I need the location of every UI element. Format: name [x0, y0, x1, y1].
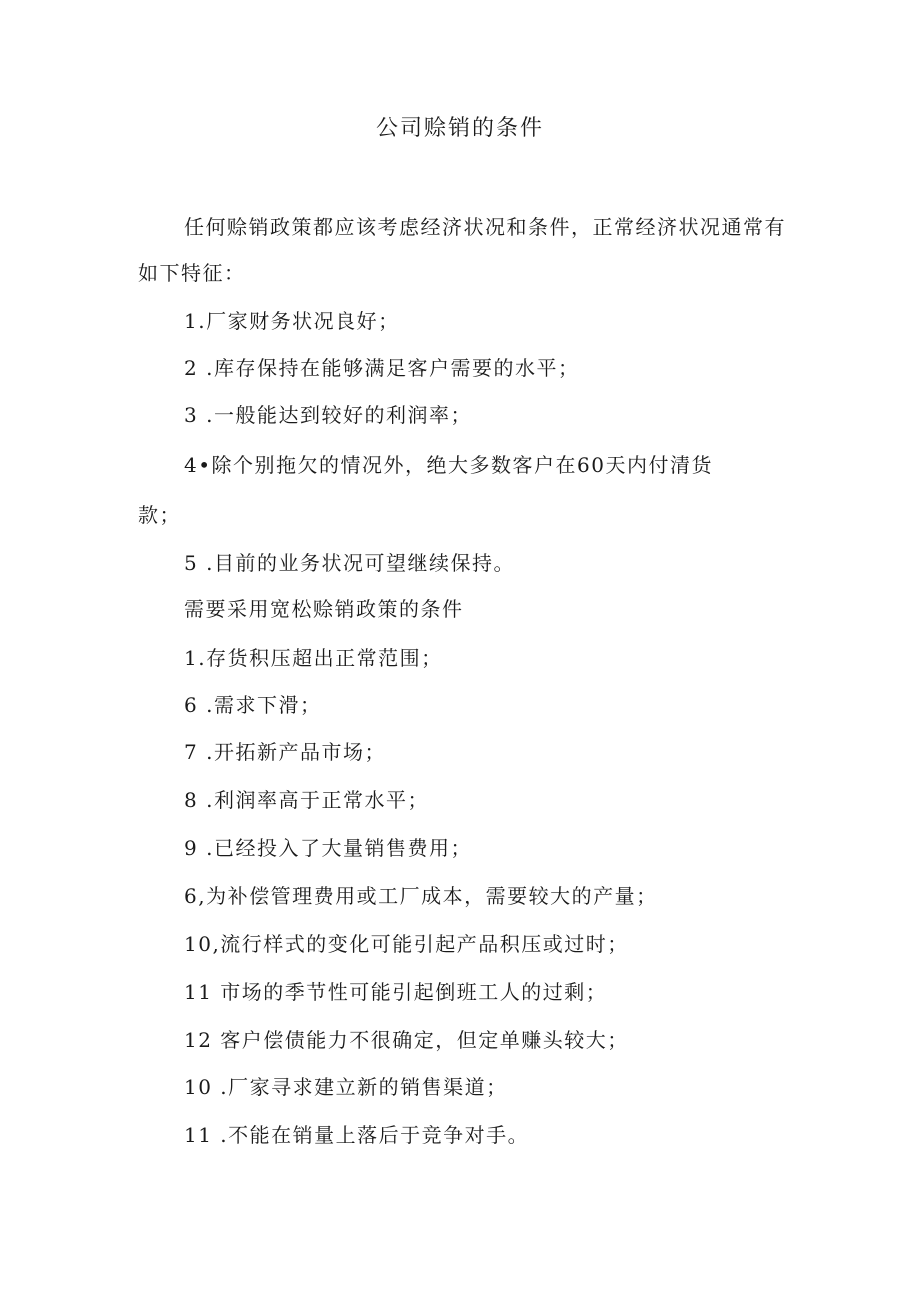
loose-condition-item: 1.存货积压超出正常范围； — [184, 646, 443, 670]
loose-condition-item: 6,为补偿管理费用或工厂成本，需要较大的产量； — [184, 884, 658, 908]
loose-condition-item: 9 .已经投入了大量销售费用； — [184, 836, 472, 860]
loose-condition-item: 11 市场的季节性可能引起倒班工人的过剩； — [184, 980, 608, 1004]
normal-condition-item-continuation: 款； — [138, 503, 181, 527]
loose-condition-item: 10,流行样式的变化可能引起产品积压或过时； — [184, 932, 629, 956]
normal-condition-item: 4•除个别拖欠的情况外，绝大多数客户在60天内付清货 — [184, 453, 713, 477]
loose-policy-heading: 需要采用宽松赊销政策的条件 — [184, 597, 464, 621]
document-title: 公司赊销的条件 — [375, 116, 544, 141]
loose-condition-item: 7 .开拓新产品市场； — [184, 740, 386, 764]
loose-condition-item: 11 .不能在销量上落后于竞争对手。 — [184, 1123, 530, 1147]
normal-condition-item: 5 .目前的业务状况可望继续保持。 — [184, 551, 515, 575]
normal-condition-item: 2 .库存保持在能够满足客户需要的水平； — [184, 356, 580, 380]
normal-condition-item: 3 .一般能达到较好的利润率； — [184, 403, 472, 427]
loose-condition-item: 12 客户偿债能力不很确定，但定单赚头较大； — [184, 1028, 629, 1052]
loose-condition-item: 10 .厂家寻求建立新的销售渠道； — [184, 1075, 508, 1099]
loose-condition-item: 8 .利润率高于正常水平； — [184, 788, 429, 812]
intro-paragraph: 任何赊销政策都应该考虑经济状况和条件，正常经济状况通常有如下特征： — [138, 215, 786, 285]
loose-condition-item: 6 .需求下滑； — [184, 693, 322, 717]
normal-condition-item: 1.厂家财务状况良好； — [184, 309, 400, 333]
